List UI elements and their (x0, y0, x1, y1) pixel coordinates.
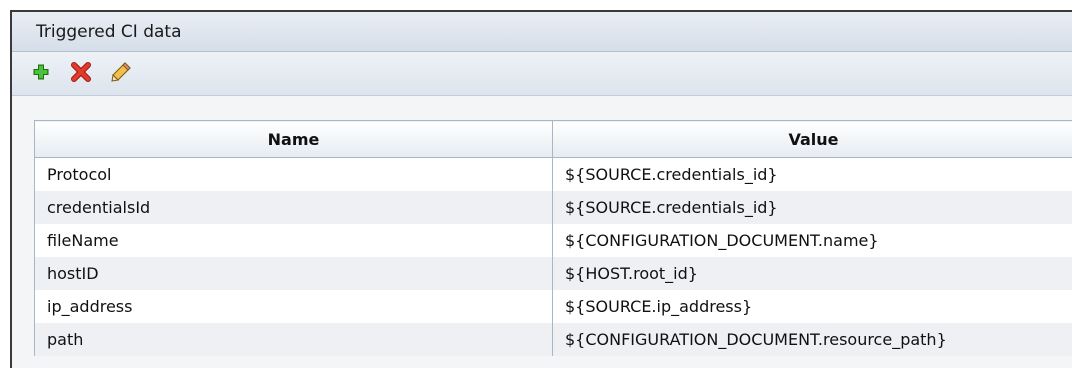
grid-area (12, 96, 1072, 368)
add-button[interactable] (28, 61, 54, 87)
edit-button[interactable] (108, 61, 134, 87)
column-header-name[interactable]: Name (35, 121, 553, 158)
value-cell: ${HOST.root_id} (553, 257, 1072, 290)
value-cell: ${CONFIGURATION_DOCUMENT.name} (553, 224, 1072, 257)
table-row[interactable] (35, 257, 1072, 290)
delete-button[interactable] (68, 61, 94, 87)
name-cell: path (35, 323, 553, 356)
name-cell: fileName (35, 224, 553, 257)
table-row[interactable] (35, 323, 1072, 356)
table-row[interactable] (35, 290, 1072, 323)
column-header-value[interactable]: Value (553, 121, 1072, 158)
triggered-ci-data-panel (10, 10, 1072, 368)
red-x-icon (70, 61, 92, 87)
name-cell: hostID (35, 257, 553, 290)
pencil-icon (110, 61, 132, 87)
name-cell: ip_address (35, 290, 553, 323)
value-cell: ${CONFIGURATION_DOCUMENT.resource_path} (553, 323, 1072, 356)
plus-icon (32, 63, 50, 85)
table-header-row (35, 121, 1072, 158)
table-row[interactable] (35, 224, 1072, 257)
name-cell: credentialsId (35, 191, 553, 224)
ci-data-table (34, 120, 1072, 356)
value-cell: ${SOURCE.credentials_id} (553, 158, 1072, 192)
table-row[interactable] (35, 158, 1072, 192)
panel-title: Triggered CI data (12, 12, 1072, 52)
toolbar (12, 52, 1072, 96)
value-cell: ${SOURCE.ip_address} (553, 290, 1072, 323)
value-cell: ${SOURCE.credentials_id} (553, 191, 1072, 224)
table-row[interactable] (35, 191, 1072, 224)
name-cell: Protocol (35, 158, 553, 192)
